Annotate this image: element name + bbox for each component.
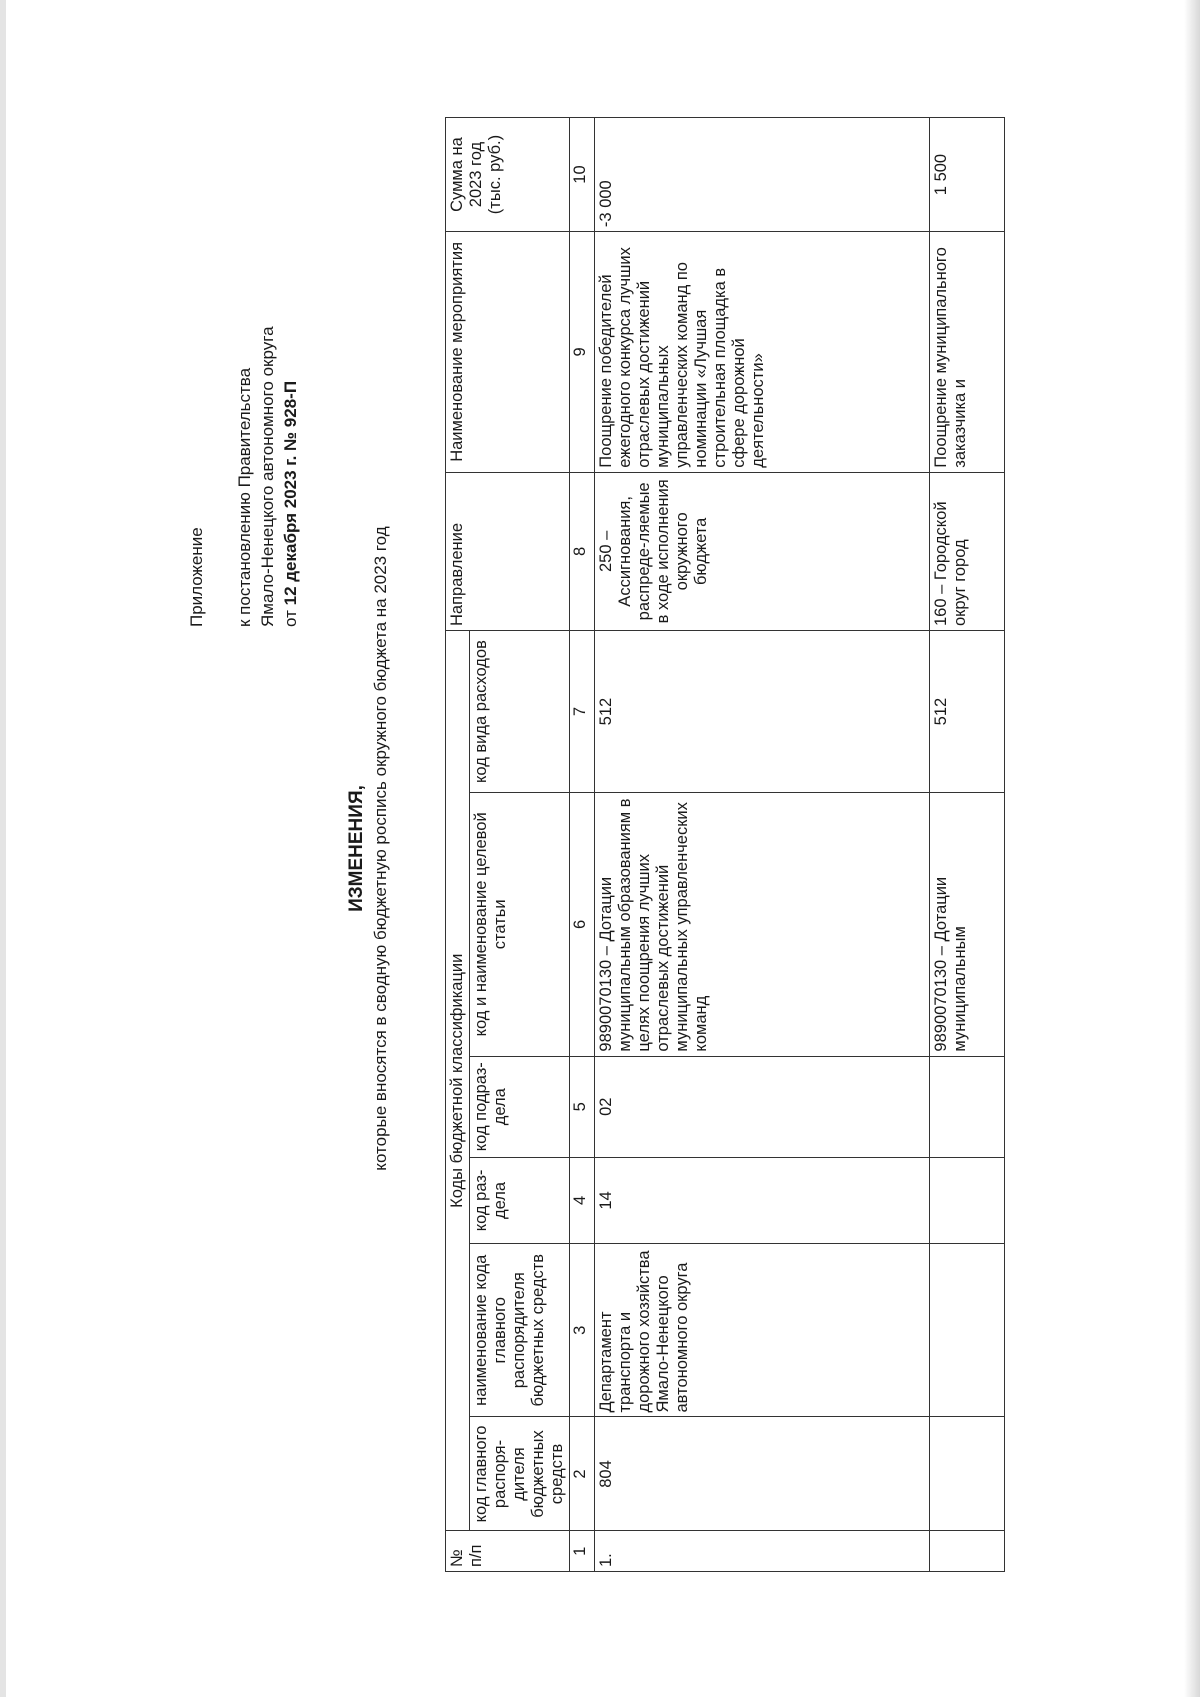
- cell-expense-type: 512: [930, 631, 1005, 793]
- cell-grbs-name: Департамент транспорта и дорожного хозяйства Ямало-Ненецкого автономного округа: [595, 1244, 930, 1418]
- cell-subsection: 02: [595, 1056, 930, 1157]
- appendix-header: [185, 326, 302, 627]
- col-number: 7: [570, 631, 595, 793]
- cell-direction: 160 – Городской округ город: [930, 472, 1005, 630]
- col-header-num: № п/п: [446, 1531, 570, 1572]
- cell-direction: 250 – Ассигнования, распреде-ляемые в ходе исполнения окружного бюджета: [595, 472, 930, 630]
- header-date: 12 декабря 2023 г. № 928-П: [281, 380, 300, 606]
- col-header-target: код и наименование целевой статьи: [470, 793, 570, 1056]
- col-number: 4: [570, 1157, 595, 1243]
- cell-grbs-code: 804: [595, 1417, 930, 1531]
- col-number: 10: [570, 118, 595, 232]
- col-number: 5: [570, 1056, 595, 1157]
- col-header-direction: Направление: [446, 472, 570, 630]
- cell-amount: -3 000: [595, 118, 930, 232]
- cell-amount: 1 500: [930, 118, 1005, 232]
- cell-num: [930, 1531, 1005, 1572]
- document-subtitle: которые вносятся в сводную бюджетную роспись окружного бюджета на 2023 год: [371, 526, 390, 1171]
- cell-target: 9890070130 – Дотации муниципальным: [930, 793, 1005, 1056]
- col-header-grbs-name: наименование кода главного распорядителя бюджетных средств: [470, 1244, 570, 1418]
- cell-grbs-name: [930, 1244, 1005, 1418]
- col-number: 1: [570, 1531, 595, 1572]
- header-line-2: Ямало-Ненецкого автономного округа: [258, 326, 277, 627]
- header-line-1: к постановлению Правительства: [235, 367, 254, 627]
- cell-section: [930, 1157, 1005, 1243]
- col-header-amount: Сумма на 2023 год (тыс. руб.): [446, 118, 570, 232]
- cell-expense-type: 512: [595, 631, 930, 793]
- changes-table: [445, 117, 1005, 1572]
- cell-target: 9890070130 – Дотации муниципальным образованиям в целях поощрения лучших отраслевых достижений муниципальных управленческих команд: [595, 793, 930, 1056]
- col-header-grbs-code: код главного распоря-дителя бюджетных средств: [470, 1417, 570, 1531]
- col-number: 8: [570, 472, 595, 630]
- cell-grbs-code: [930, 1417, 1005, 1531]
- col-header-subsection: код подраз-дела: [470, 1056, 570, 1157]
- document-title: ИЗМЕНЕНИЯ,: [346, 785, 367, 912]
- table-row: [930, 118, 1005, 1572]
- col-header-section: код раз-дела: [470, 1157, 570, 1243]
- cell-subsection: [930, 1056, 1005, 1157]
- col-header-activity: Наименование мероприятия: [446, 232, 570, 473]
- column-number-row: [570, 118, 595, 1572]
- col-number: 9: [570, 232, 595, 473]
- cell-activity: Поощрение победителей ежегодного конкурса лучших отраслевых достижений муниципальных управленческих команд по номинации «Лучшая строительная площадка в сфере дорожной деятельности»: [595, 232, 930, 473]
- col-header-codes-group: Коды бюджетной классификации: [446, 631, 470, 1531]
- col-header-expense-type: код вида расходов: [470, 631, 570, 793]
- table-row: [595, 118, 930, 1572]
- header-date-prefix: от: [281, 610, 300, 627]
- appendix-label: Приложение: [187, 527, 206, 627]
- cell-num: 1.: [595, 1531, 930, 1572]
- cell-section: 14: [595, 1157, 930, 1243]
- header-line-3: [279, 326, 302, 627]
- table-header-row-1: [446, 118, 470, 1572]
- col-number: 2: [570, 1417, 595, 1531]
- cell-activity: Поощрение муниципального заказчика и: [930, 232, 1005, 473]
- col-number: 3: [570, 1244, 595, 1418]
- col-number: 6: [570, 793, 595, 1056]
